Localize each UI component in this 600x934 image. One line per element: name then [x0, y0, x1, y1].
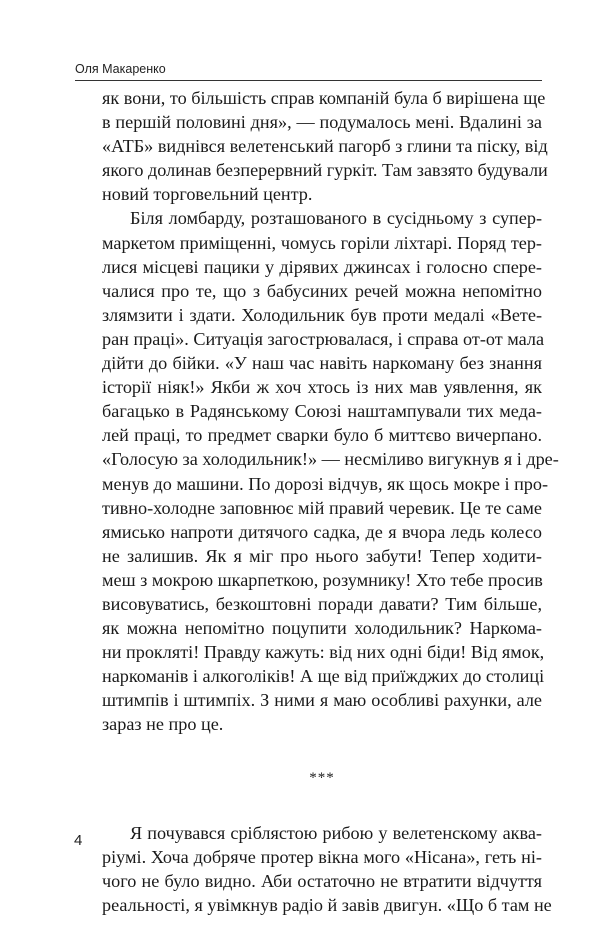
- page-number: 4: [74, 832, 83, 849]
- text-line: якого долинав безперервний гуркіт. Там завзято будували: [102, 160, 548, 181]
- text-line: в першій половині дня», — подумалось мені. Вдалині за: [102, 112, 542, 133]
- text-line: маркетом приміщенні, чомусь горіли ліхтарі. Поряд тер-: [102, 232, 542, 253]
- text-line: історії ніяк!» Якби ж хоч хтось із них мав уявлення, як: [102, 377, 542, 398]
- text-line: Біля ломбарду, розташованого в сусідньому з супер-: [130, 208, 542, 229]
- text-line: не залишив. Як я міг про нього забути! Тепер ходити-: [102, 545, 542, 566]
- paragraph-3: [102, 821, 552, 917]
- paragraph-2: [102, 206, 559, 736]
- text-line: наркоманів і алкоголіків! А ще від приїжджих до столиці: [102, 666, 545, 687]
- text-line: ран праці». Ситуація загострювалася, і справа от-от мала: [102, 328, 545, 349]
- body-text: [102, 86, 559, 917]
- text-line: Я почувався сріблястою рибою у велетенскому аква-: [130, 822, 542, 843]
- section-separator: ***: [309, 769, 335, 786]
- paragraph-1: [102, 86, 548, 206]
- text-line: тивно-холодне заповнює мій правий черевик. Це те саме: [102, 497, 542, 518]
- text-line: багацько в Радянському Союзі наштампували тих меда-: [102, 401, 542, 422]
- text-line: лися місцеві пацики у дірявих джинсах і голосно спере-: [102, 256, 542, 277]
- text-line: ямисько напроти дитячого садка, де я вчора ледь колесо: [102, 521, 542, 542]
- text-line: ріумі. Хоча добряче протер вікна мого «Нісана», геть ні-: [102, 846, 542, 867]
- text-line: новий торговельний центр.: [102, 184, 313, 205]
- text-line: як вони, то більшість справ компаній була б вирішена ще: [102, 88, 546, 108]
- text-line: висовуватись, безкоштовні поради давати? Тим більше,: [102, 593, 542, 614]
- text-line: злямзити і здати. Холодильник був проти медалі «Вете-: [102, 304, 542, 325]
- text-line: ни прокляті! Правду кажуть: від них одні біди! Від ямок,: [102, 642, 545, 663]
- running-head-author: Оля Макаренко: [75, 62, 542, 81]
- text-line: «Голосую за холодильник!» — несміливо вигукнув я і дре-: [102, 449, 559, 470]
- text-line: зараз не про це.: [102, 714, 224, 735]
- text-line: штимпів і штимпіх. З ними я маю особливі рахунки, але: [102, 690, 542, 711]
- text-line: «АТБ» виднівся велетенський пагорб з глини та піску, від: [102, 136, 548, 157]
- text-line: лей праці, то предмет сварки було б миттєво вичерпано.: [102, 425, 542, 446]
- text-line: меш з мокрою шкарпеткою, розумнику! Хто тебе просив: [102, 569, 543, 590]
- text-line: чого не було видно. Аби остаточно не втратити відчуття: [102, 870, 542, 891]
- text-line: дійти до бійки. «У наш час навіть наркоману без знання: [102, 353, 542, 374]
- text-line: чалися про те, що з бабусиних речей можна непомітно: [102, 280, 542, 301]
- text-line: як можна непомітно поцупити холодильник? Наркома-: [102, 618, 542, 639]
- text-line: менув до машини. По дорозі відчув, як щось мокре і про-: [102, 473, 549, 494]
- text-line: реальності, я увімкнув радіо й завів двигун. «Що б там не: [102, 894, 552, 915]
